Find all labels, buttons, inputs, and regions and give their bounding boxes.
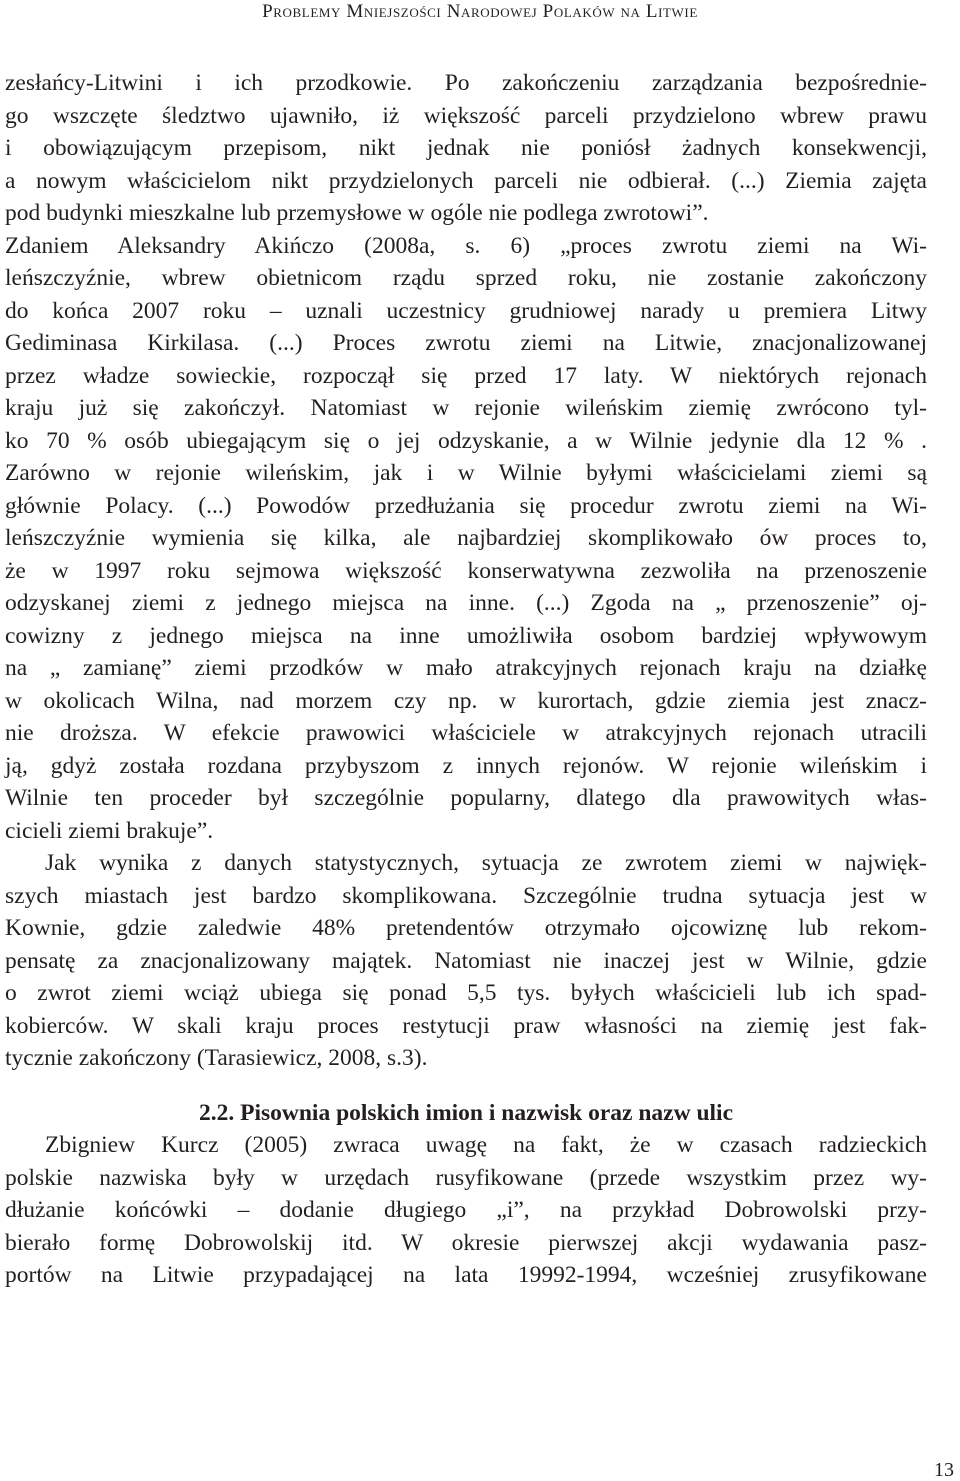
text-line: pod budynki mieszkalne lub przemysłowe w ogóle nie podlega zwrotowi”. [5, 200, 709, 226]
paragraph-2 [5, 847, 927, 1075]
text-line: Zarówno w rejonie wileńskim, jak i w Wilnie byłymi właścicielami ziemi są [5, 460, 927, 486]
running-header: Problemy Mniejszości Narodowej Polaków na Litwie [262, 1, 698, 22]
text-line: o zwrot ziemi wciąż ubiega się ponad 5,5 tys. byłych właścicieli lub ich spad- [5, 980, 927, 1006]
text-line: go wszczęte śledztwo ujawniło, iż większość parceli przydzielono wbrew prawu [5, 102, 927, 129]
paragraph-3 [5, 1129, 927, 1292]
text-line: do końca 2007 roku – uznali uczestnicy grudniowej narady u premiera Litwy [5, 297, 927, 324]
text-line: leńszczyźnie wymienia się kilka, ale najbardziej skomplikowało ów proces to, [5, 525, 927, 551]
text-line: przez władze sowieckie, rozpoczął się przed 17 laty. W niektórych rejonach [5, 362, 927, 389]
text-line: zesłańcy-Litwini i ich przodkowie. Po zakończeniu zarządzania bezpośrednie- [5, 70, 927, 96]
text-line: na „ zamianę” ziemi przodków w mało atrakcyjnych rejonach kraju na działkę [5, 655, 927, 681]
text-line: cicieli ziemi brakuje”. [5, 817, 214, 844]
body-text [5, 67, 927, 1292]
text-line: Wilnie ten proceder był szczególnie popularny, dlatego dla prawowitych włas- [5, 785, 927, 811]
text-line: kobierców. W skali kraju proces restytucji praw własności na ziemię jest fak- [5, 1012, 927, 1039]
text-line: a nowym właścicielom nikt przydzielonych parceli nie odbierał. (...) Ziemia zajęta [5, 167, 927, 194]
text-line: odzyskanej ziemi z jednego miejsca na inne. (...) Zgoda na „ przenoszenie” oj- [5, 590, 927, 616]
text-line: Zdaniem Aleksandry Akińczo (2008a, s. 6) „proces zwrotu ziemi na Wi- [5, 232, 927, 259]
text-line: tycznie zakończony (Tarasiewicz, 2008, s.3). [5, 1045, 428, 1071]
text-line: Gediminasa Kirkilasa. (...) Proces zwrotu ziemi na Litwie, znacjonalizowanej [5, 330, 927, 356]
text-line: głównie Polacy. (...) Powodów przedłużania się procedur zwrotu ziemi na Wi- [5, 492, 927, 519]
text-line: i obowiązującym przepisom, nikt jednak nie poniósł żadnych konsekwencji, [5, 135, 927, 161]
text-line: szych miastach jest bardzo skomplikowana. Szczególnie trudna sytuacja jest w [5, 882, 927, 909]
text-line: że w 1997 roku sejmowa większość konserwatywna zezwoliła na przenoszenie [5, 557, 927, 584]
text-line: Jak wynika z danych statystycznych, sytuacja ze zwrotem ziemi w najwięk- [45, 850, 927, 876]
text-line: dłużanie końcówki – dodanie długiego „i”, na przykład Dobrowolski przy- [5, 1197, 927, 1223]
text-line: kraju już się zakończył. Natomiast w rejonie wileńskim ziemię zwrócono tyl- [5, 395, 927, 421]
text-line: ko 70 % osób ubiegającym się o jej odzyskanie, a w Wilnie jedynie dla 12 % . [5, 427, 927, 454]
text-line: Zbigniew Kurcz (2005) zwraca uwagę na fakt, że w czasach radzieckich [45, 1132, 927, 1158]
text-line: bierało formę Dobrowolskij itd. W okresie pierwszej akcji wydawania pasz- [5, 1229, 927, 1256]
section-heading: 2.2. Pisownia polskich imion i nazwisk oraz nazw ulic [198, 1099, 734, 1126]
text-line: nie droższa. W efekcie prawowici właściciele w atrakcyjnych rejonach utracili [5, 720, 927, 746]
text-line: pensatę za znacjonalizowany majątek. Natomiast nie inaczej jest w Wilnie, gdzie [5, 947, 927, 974]
text-line: leńszczyźnie, wbrew obietnicom rządu sprzed roku, nie zostanie zakończony [5, 265, 927, 291]
text-line: cowizny z jednego miejsca na inne umożliwiła osobom bardziej wpływowym [5, 622, 927, 649]
text-line: portów na Litwie przypadającej na lata 19992-1994, wcześniej zrusyfikowane [5, 1262, 927, 1288]
text-line: Kownie, gdzie zaledwie 48% pretendentów otrzymało ojcowiznę lub rekom- [5, 915, 927, 941]
page-number: 13 [934, 1459, 954, 1481]
paragraph-1 [5, 67, 927, 847]
text-line: ją, gdyż została rozdana przybyszom z innych rejonów. W rejonie wileńskim i [5, 752, 927, 779]
text-line: w okolicach Wilna, nad morzem czy np. w kurortach, gdzie ziemia jest znacz- [5, 687, 927, 714]
text-line: polskie nazwiska były w urzędach rusyfikowane (przede wszystkim przez wy- [5, 1164, 927, 1191]
